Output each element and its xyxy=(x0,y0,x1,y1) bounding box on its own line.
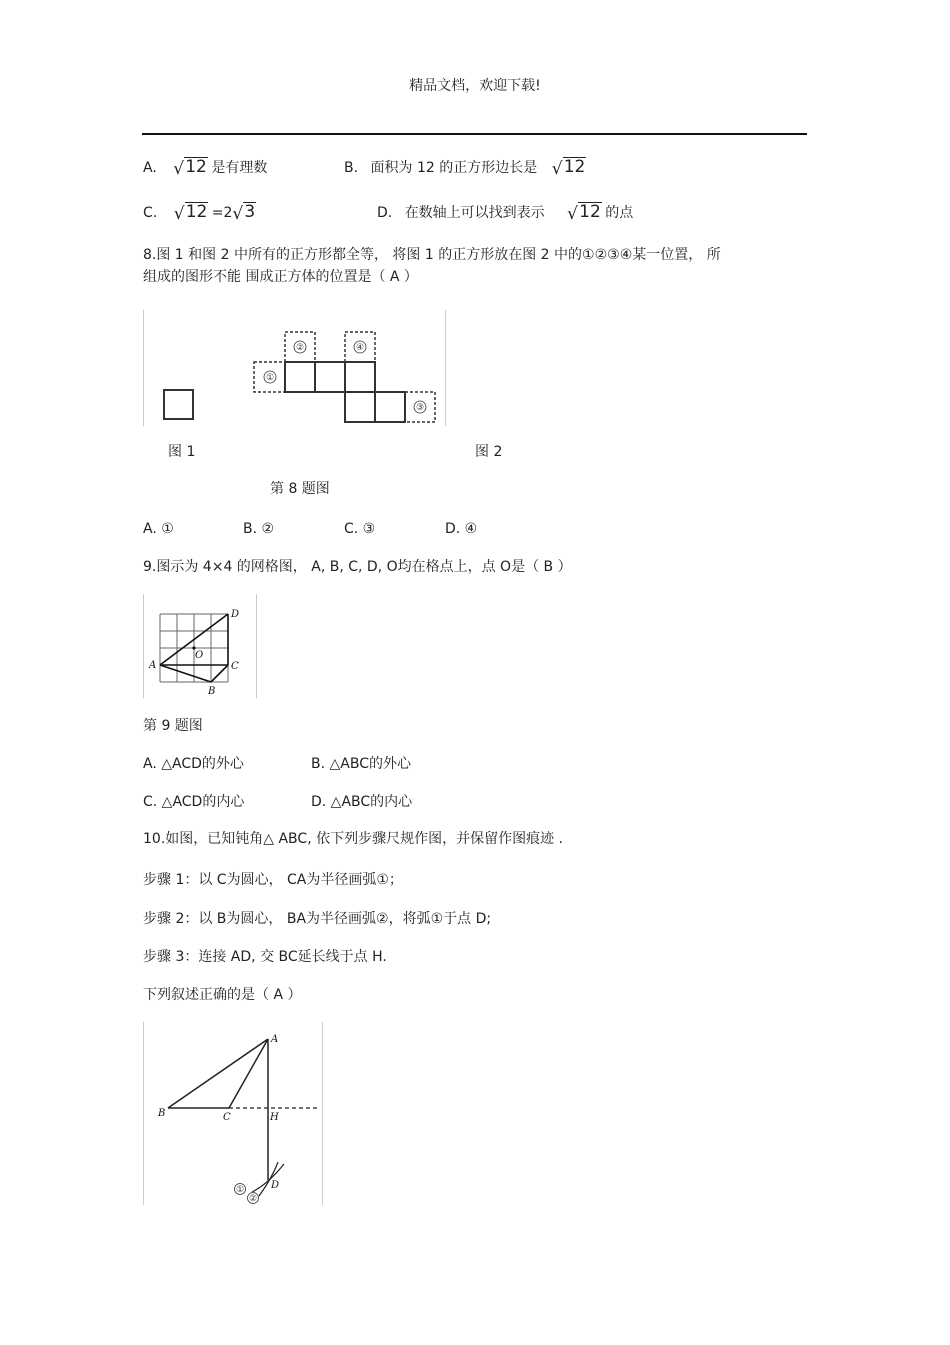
sqrt-expression: √ 12 xyxy=(173,157,207,179)
label-c: C xyxy=(231,661,239,672)
radicand: 12 xyxy=(563,157,586,177)
label-b: B xyxy=(208,686,216,697)
q8-option-b: B. ② xyxy=(243,521,275,537)
fig1-label: 图 1 xyxy=(168,444,196,460)
label-d: D xyxy=(231,609,240,620)
equals-text: =2 xyxy=(211,205,233,221)
label-a: A xyxy=(271,1034,279,1045)
sqrt-expression: √ 3 xyxy=(232,202,256,224)
q10-construction-svg xyxy=(144,1022,322,1205)
q8-stem-line2: 组成的图形不能 围成正方体的位置是（ A ） xyxy=(143,269,418,285)
q10-triangle xyxy=(168,1039,268,1180)
sqrt-expression: √ 12 xyxy=(173,202,208,224)
circ-3: ③ xyxy=(415,403,425,413)
q7-option-c xyxy=(143,202,255,223)
radicand: 3 xyxy=(244,202,256,222)
q9-caption: 第 9 题图 xyxy=(143,718,203,734)
circ-1: ① xyxy=(265,373,275,383)
q10-stem: 10.如图，已知钝角△ ABC, 依下列步骤尺规作图，并保留作图痕迹 . xyxy=(143,831,563,847)
radicand: 12 xyxy=(185,202,208,222)
option-label: B. xyxy=(344,160,359,176)
q8-stem-line1: 8.图 1 和图 2 中所有的正方形都全等， 将图 1 的正方形放在图 2 中的①②③④某一位置， 所 xyxy=(143,247,721,263)
q8-option-c: C. ③ xyxy=(344,521,376,537)
q9-option-d: D. △ABC的内心 xyxy=(311,794,413,810)
label-b: B xyxy=(158,1108,166,1119)
q8-caption: 第 8 题图 xyxy=(270,481,330,497)
label-h: H xyxy=(270,1112,279,1123)
header-rule xyxy=(142,133,807,135)
q9-option-b: B. △ABC的外心 xyxy=(311,756,411,772)
q9-stem: 9.图示为 4×4 的网格图， A, B, C, D, O均在格点上，点 O是（ B ） xyxy=(143,559,572,575)
label-a: A xyxy=(149,660,157,671)
q10-step3: 步骤 3：连接 AD, 交 BC延长线于点 H. xyxy=(143,949,387,965)
sqrt-expression: √ 12 xyxy=(567,202,601,224)
radicand: 12 xyxy=(185,157,207,177)
q10-question: 下列叙述正确的是（ A ） xyxy=(143,987,302,1003)
option-text: 面积为 12 的正方形边长是 xyxy=(370,160,538,176)
q9-option-a: A. △ACD的外心 xyxy=(143,756,244,772)
label-o: O xyxy=(195,650,204,661)
q8-figure xyxy=(143,310,446,426)
option-text: 是有理数 xyxy=(211,160,268,176)
q9-grid-svg xyxy=(144,594,256,698)
q10-step1: 步骤 1：以 C为圆心， CA为半径画弧①； xyxy=(143,872,403,888)
q9-option-c: C. △ACD的内心 xyxy=(143,794,245,810)
q10-step2: 步骤 2：以 B为圆心， BA为半径画弧②，将弧①于点 D; xyxy=(143,911,492,927)
page-header: 精品文档，欢迎下载! xyxy=(409,78,541,94)
q7-option-d xyxy=(377,202,633,223)
arc-1-label: ① xyxy=(235,1185,245,1195)
q7-option-b xyxy=(344,157,585,178)
radicand: 12 xyxy=(579,202,601,222)
option-label: D. xyxy=(377,205,393,221)
option-label: A. xyxy=(143,160,157,176)
arc-2-label: ② xyxy=(248,1194,258,1204)
circ-2: ② xyxy=(295,343,305,353)
q8-figure-svg xyxy=(144,310,445,426)
option-text: 在数轴上可以找到表示 xyxy=(404,205,545,221)
option-text-tail: 的点 xyxy=(605,205,634,221)
label-c: C xyxy=(223,1112,231,1123)
q7-option-a xyxy=(143,157,267,178)
label-d: D xyxy=(271,1180,280,1191)
q10-figure xyxy=(143,1022,323,1205)
sqrt-expression: √ 12 xyxy=(551,157,586,179)
option-label: C. xyxy=(143,205,158,221)
q9-figure xyxy=(143,594,257,698)
fig2-solid-squares xyxy=(285,362,405,422)
fig2-label: 图 2 xyxy=(475,444,503,460)
q8-option-d: D. ④ xyxy=(445,521,478,537)
q8-option-a: A. ① xyxy=(143,521,174,537)
fig1-square xyxy=(164,390,193,419)
circ-4: ④ xyxy=(355,343,365,353)
